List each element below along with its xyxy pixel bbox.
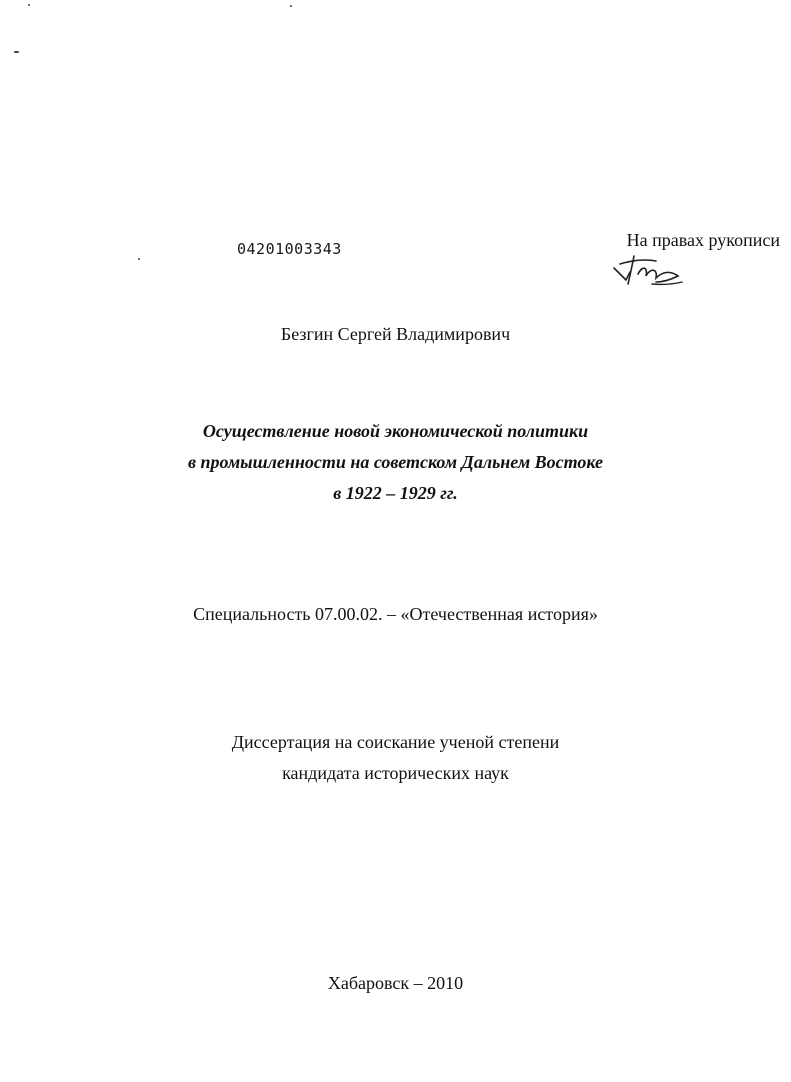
scan-speck <box>28 4 30 6</box>
degree-line: Диссертация на соискание ученой степени <box>231 732 560 752</box>
degree-statement <box>0 727 791 789</box>
registration-number: 04201003343 <box>237 240 342 258</box>
city-year: Хабаровск – 2010 <box>327 973 464 993</box>
title-line: в 1922 – 1929 гг. <box>333 483 458 503</box>
rights-note: На правах рукописи <box>626 230 780 250</box>
dissertation-title <box>0 416 791 509</box>
specialty-line: Специальность 07.00.02. – «Отечественная история» <box>193 604 598 624</box>
scan-speck <box>290 5 292 7</box>
scan-speck <box>138 258 140 260</box>
scan-speck <box>14 51 19 53</box>
title-line: Осуществление новой экономической политики <box>202 421 589 441</box>
handwritten-signature <box>612 250 692 290</box>
title-line: в промышленности на советском Дальнем Востоке <box>187 452 604 472</box>
degree-line: кандидата исторических наук <box>282 763 509 783</box>
author-name: Безгин Сергей Владимирович <box>280 324 511 344</box>
